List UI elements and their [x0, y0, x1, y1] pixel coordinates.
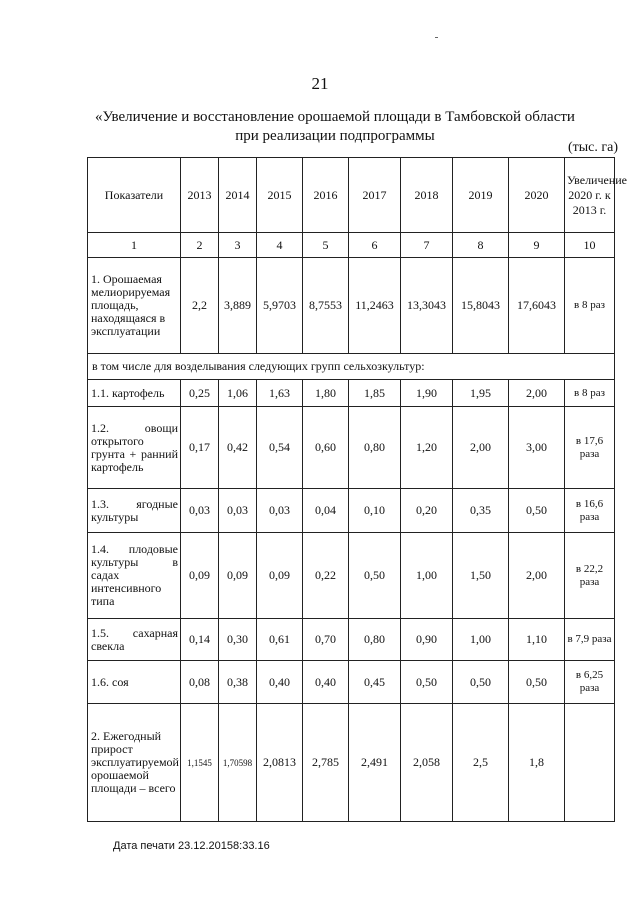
row-label: 1.4. плодовые культуры в садах интенсивного типа: [88, 533, 181, 619]
cell-value: 1,63: [257, 380, 303, 407]
units-label: (тыс. га): [567, 140, 618, 155]
cell-value: 2,491: [349, 704, 401, 822]
table-row: [88, 661, 615, 704]
cell-value: 0,10: [349, 489, 401, 533]
cell-value: 0,60: [303, 407, 349, 489]
col-header: 2016: [303, 158, 349, 233]
cell-value: 0,61: [257, 619, 303, 661]
col-header: 2018: [401, 158, 453, 233]
cell-value: 0,08: [181, 661, 219, 704]
cell-value: 1,1545: [181, 704, 219, 822]
cell-value: 0,03: [181, 489, 219, 533]
row-label: 1.3. ягодные культуры: [88, 489, 181, 533]
cell-value: 0,30: [219, 619, 257, 661]
column-number: 6: [349, 233, 401, 258]
header-row: [88, 158, 615, 233]
cell-value: 0,38: [219, 661, 257, 704]
cell-value: 1,00: [401, 533, 453, 619]
cell-value: 0,35: [453, 489, 509, 533]
col-header: 2015: [257, 158, 303, 233]
row-label: 1.5. сахарная свекла: [88, 619, 181, 661]
cell-value: 8,7553: [303, 258, 349, 354]
cell-value: 0,14: [181, 619, 219, 661]
cell-increase: в 16,6 раза: [565, 489, 615, 533]
row-label: 1.2. овощи открытого грунта + ранний картофель: [88, 407, 181, 489]
cell-increase: в 6,25 раза: [565, 661, 615, 704]
row-label: 1.1. картофель: [88, 380, 181, 407]
cell-value: 0,22: [303, 533, 349, 619]
cell-value: 2,5: [453, 704, 509, 822]
cell-value: 0,17: [181, 407, 219, 489]
cell-increase: [565, 704, 615, 822]
col-header: 2019: [453, 158, 509, 233]
scan-speck: [435, 37, 438, 38]
cell-value: 0,80: [349, 619, 401, 661]
column-number: 1: [88, 233, 181, 258]
col-header: 2013: [181, 158, 219, 233]
table-row: [88, 407, 615, 489]
cell-value: 0,90: [401, 619, 453, 661]
cell-value: 0,70: [303, 619, 349, 661]
column-number: 5: [303, 233, 349, 258]
cell-value: 0,50: [349, 533, 401, 619]
cell-value: 1,70598: [219, 704, 257, 822]
row-label: 1. Орошаемая мелиорируемая площадь, находящаяся в эксплуатации: [88, 258, 181, 354]
cell-value: 1,95: [453, 380, 509, 407]
irrigation-table: [87, 157, 628, 822]
cell-value: 11,2463: [349, 258, 401, 354]
cell-value: 1,00: [453, 619, 509, 661]
table-row: [88, 380, 615, 407]
cell-value: 0,80: [349, 407, 401, 489]
col-header: Показатели: [88, 158, 181, 233]
title-line-2: при реализации подпрограммы: [235, 128, 435, 144]
cell-value: 2,2: [181, 258, 219, 354]
column-number: 7: [401, 233, 453, 258]
cell-increase: в 17,6 раза: [565, 407, 615, 489]
cell-value: 2,0813: [257, 704, 303, 822]
col-header: 2020: [509, 158, 565, 233]
cell-value: 5,9703: [257, 258, 303, 354]
table-row: [88, 258, 615, 354]
cell-value: 0,42: [219, 407, 257, 489]
table-row: [88, 619, 615, 661]
cell-value: 0,03: [219, 489, 257, 533]
cell-increase: в 22,2 раза: [565, 533, 615, 619]
cell-value: 0,40: [257, 661, 303, 704]
cell-increase: в 8 раз: [565, 258, 615, 354]
cell-value: 0,54: [257, 407, 303, 489]
subheader-row: [88, 354, 615, 380]
column-number: 9: [509, 233, 565, 258]
column-number-row: [88, 233, 615, 258]
cell-value: 1,20: [401, 407, 453, 489]
cell-value: 2,00: [509, 533, 565, 619]
cell-value: 3,00: [509, 407, 565, 489]
cell-value: 0,09: [219, 533, 257, 619]
cell-increase: в 7,9 раза: [565, 619, 615, 661]
cell-value: 17,6043: [509, 258, 565, 354]
document-title: [70, 108, 600, 146]
cell-value: 0,50: [453, 661, 509, 704]
subheader-text: в том числе для возделывания следующих групп сельхозкультур:: [88, 354, 615, 380]
cell-value: 2,058: [401, 704, 453, 822]
col-header: 2014: [219, 158, 257, 233]
cell-value: 0,09: [257, 533, 303, 619]
cell-value: 2,00: [509, 380, 565, 407]
cell-value: 1,06: [219, 380, 257, 407]
table-row: [88, 704, 615, 822]
cell-value: 0,50: [509, 661, 565, 704]
page-number: 21: [311, 74, 329, 93]
cell-value: 0,25: [181, 380, 219, 407]
cell-value: 0,09: [181, 533, 219, 619]
cell-value: 0,20: [401, 489, 453, 533]
col-header-increase: Увеличение 2020 г. к 2013 г.: [565, 158, 615, 233]
cell-increase: в 8 раз: [565, 380, 615, 407]
cell-value: 13,3043: [401, 258, 453, 354]
table-row: [88, 489, 615, 533]
cell-value: 0,40: [303, 661, 349, 704]
table-row: [88, 533, 615, 619]
cell-value: 1,90: [401, 380, 453, 407]
cell-value: 1,80: [303, 380, 349, 407]
column-number: 2: [181, 233, 219, 258]
row-label: 2. Ежегодный прирост эксплуатируемой орошаемой площади – всего: [88, 704, 181, 822]
cell-value: 0,50: [509, 489, 565, 533]
cell-value: 1,10: [509, 619, 565, 661]
column-number: 3: [219, 233, 257, 258]
cell-value: 15,8043: [453, 258, 509, 354]
print-date: Дата печати 23.12.20158:33.16: [113, 840, 270, 852]
cell-value: 0,50: [401, 661, 453, 704]
column-number: 4: [257, 233, 303, 258]
column-number: 8: [453, 233, 509, 258]
cell-value: 1,85: [349, 380, 401, 407]
cell-value: 3,889: [219, 258, 257, 354]
cell-value: 0,03: [257, 489, 303, 533]
cell-value: 2,00: [453, 407, 509, 489]
cell-value: 0,04: [303, 489, 349, 533]
col-header: 2017: [349, 158, 401, 233]
column-number: 10: [565, 233, 615, 258]
title-line-1: «Увеличение и восстановление орошаемой площади в Тамбовской области: [95, 109, 575, 125]
cell-value: 1,8: [509, 704, 565, 822]
row-label: 1.6. соя: [88, 661, 181, 704]
cell-value: 2,785: [303, 704, 349, 822]
cell-value: 1,50: [453, 533, 509, 619]
cell-value: 0,45: [349, 661, 401, 704]
